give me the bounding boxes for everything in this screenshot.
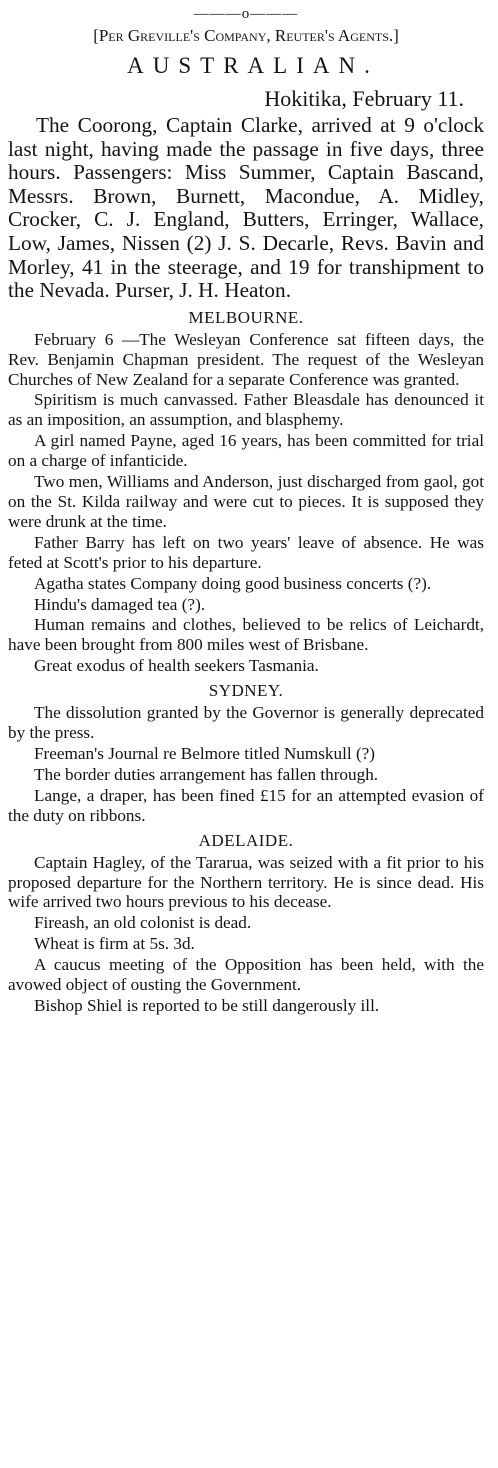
news-paragraph: Great exodus of health seekers Tasmania.	[34, 656, 319, 676]
section-heading-melbourne: MELBOURNE.	[188, 307, 304, 327]
news-paragraph: February 6 —The Wesleyan Conference sat fifteen days, the Rev. Benjamin Chapman president. The request of the Wesleyan Churches of New Zealand for a separate Conference was granted.	[8, 329, 484, 389]
article-dateline: Hokitika, February 11.	[264, 86, 464, 111]
news-paragraph: Two men, Williams and Anderson, just discharged from gaol, got on the St. Kilda railway and were cut to pieces. It is supposed they were drunk at the time.	[8, 472, 484, 531]
news-paragraph: Agatha states Company doing good business concerts (?).	[34, 573, 432, 593]
news-paragraph: Spiritism is much canvassed. Father Bleasdale has denounced it as an imposition, an assumption, and blasphemy.	[8, 390, 484, 430]
news-paragraph: Fireash, an old colonist is dead.	[34, 913, 252, 933]
lead-paragraph: The Coorong, Captain Clarke, arrived at 9 o'clock last night, having made the passage in five days, three hours. Passengers: Miss Summer, Captain Bascand, Messrs. Brown, Burnett, Macondue, A. Midley, Crocker, C. J. England, Butters, Erringer, Wallace, Low, James, Nissen (2) J. S. Decarle, Revs. Bavin and Morley, 41 in the steerage, and 19 for transhipment to the Nevada. Purser, J. H. Heaton.	[8, 113, 484, 303]
news-paragraph: Human remains and clothes, believed to be relics of Leichardt, have been brought from 800 miles west of Brisbane.	[8, 615, 484, 655]
news-paragraph: Hindu's damaged tea (?).	[34, 594, 206, 614]
news-paragraph: Lange, a draper, has been fined £15 for an attempted evasion of the duty on ribbons.	[8, 785, 484, 825]
news-paragraph: Wheat is firm at 5s. 3d.	[34, 934, 195, 954]
news-paragraph: Captain Hagley, of the Tararua, was seized with a fit prior to his proposed departure for the Northern territory. He is since dead. His wife arrived two hours previous to his decease.	[8, 852, 484, 912]
section-heading-sydney: SYDNEY.	[208, 681, 284, 701]
news-paragraph: A girl named Payne, aged 16 years, has been committed for trial on a charge of infanticide.	[8, 431, 484, 471]
news-paragraph: The border duties arrangement has fallen through.	[34, 764, 379, 784]
news-paragraph: Freeman's Journal re Belmore titled Numskull (?)	[34, 743, 376, 763]
section-divider: ———o———	[193, 6, 299, 22]
article-headline: AUSTRALIAN.	[127, 53, 379, 78]
section-heading-adelaide: ADELAIDE.	[198, 830, 294, 850]
agency-credit: [Per Greville's Company, Reuter's Agents.]	[93, 26, 399, 45]
news-paragraph: Bishop Shiel is reported to be still dangerously ill.	[34, 995, 380, 1015]
news-paragraph: Father Barry has left on two years' leave of absence. He was feted at Scott's prior to his departure.	[8, 532, 484, 572]
news-paragraph: The dissolution granted by the Governor is generally deprecated by the press.	[8, 703, 484, 743]
news-paragraph: A caucus meeting of the Opposition has been held, with the avowed object of ousting the Government.	[8, 955, 484, 995]
